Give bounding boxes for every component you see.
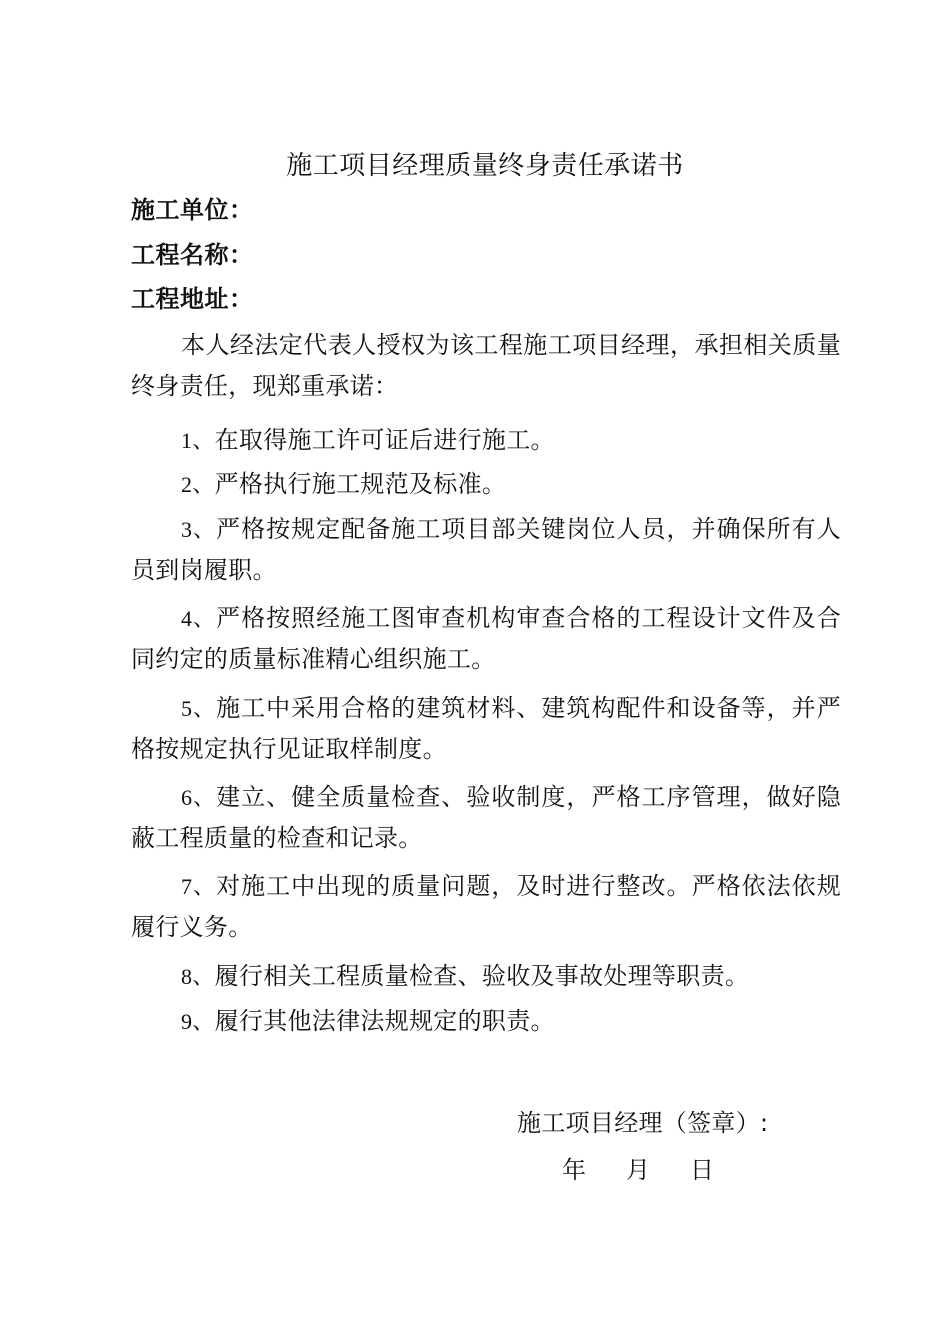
item-number: 6、: [181, 785, 217, 810]
item-text: 履行相关工程质量检查、验收及事故处理等职责。: [214, 962, 750, 990]
item-text: 严格按照经施工图审查机构审查合格的工程设计文件及合同约定的质量标准精心组织施工。: [131, 604, 841, 673]
project-name-label: 工程名称：: [131, 241, 254, 269]
commitment-item-8: [131, 956, 841, 997]
date-day: 日: [690, 1156, 714, 1184]
commitment-item-2: [131, 464, 841, 505]
item-text: 在取得施工许可证后进行施工。: [214, 426, 555, 454]
item-number: 3、: [181, 517, 217, 542]
commitment-item-9: [131, 1001, 841, 1042]
item-number: 5、: [181, 696, 217, 721]
document-title: 施工项目经理质量终身责任承诺书: [286, 151, 684, 181]
date-year: 年: [562, 1156, 586, 1184]
date-month: 月: [626, 1156, 650, 1184]
date-line: [562, 1153, 714, 1187]
commitment-item-6: [131, 777, 841, 859]
item-text: 严格按规定配备施工项目部关键岗位人员，并确保所有人员到岗履职。: [131, 515, 841, 584]
construction-unit-label: 施工单位：: [131, 196, 254, 224]
commitment-item-1: [131, 420, 841, 461]
item-text: 履行其他法律法规规定的职责。: [214, 1007, 555, 1035]
item-number: 8、: [181, 964, 215, 989]
item-text: 施工中采用合格的建筑材料、建筑构配件和设备等，并严格按规定执行见证取样制度。: [131, 694, 841, 763]
signature-label: 施工项目经理（签章）:: [517, 1109, 769, 1137]
item-text: 对施工中出现的质量问题，及时进行整改。严格依法依规履行义务。: [131, 872, 841, 941]
item-text: 严格执行施工规范及标准。: [214, 470, 507, 498]
item-number: 9、: [181, 1009, 215, 1034]
commitment-item-7: [131, 866, 841, 948]
project-address-label: 工程地址：: [131, 285, 254, 313]
item-text: 建立、健全质量检查、验收制度，严格工序管理，做好隐蔽工程质量的检查和记录。: [131, 783, 841, 852]
commitment-item-5: [131, 688, 841, 770]
commitment-item-3: [131, 509, 841, 591]
intro-paragraph: 本人经法定代表人授权为该工程施工项目经理，承担相关质量终身责任，现郑重承诺：: [131, 331, 841, 400]
commitment-item-4: [131, 598, 841, 680]
item-number: 7、: [181, 874, 217, 899]
item-number: 1、: [181, 428, 215, 453]
item-number: 2、: [181, 472, 215, 497]
item-number: 4、: [181, 606, 217, 631]
